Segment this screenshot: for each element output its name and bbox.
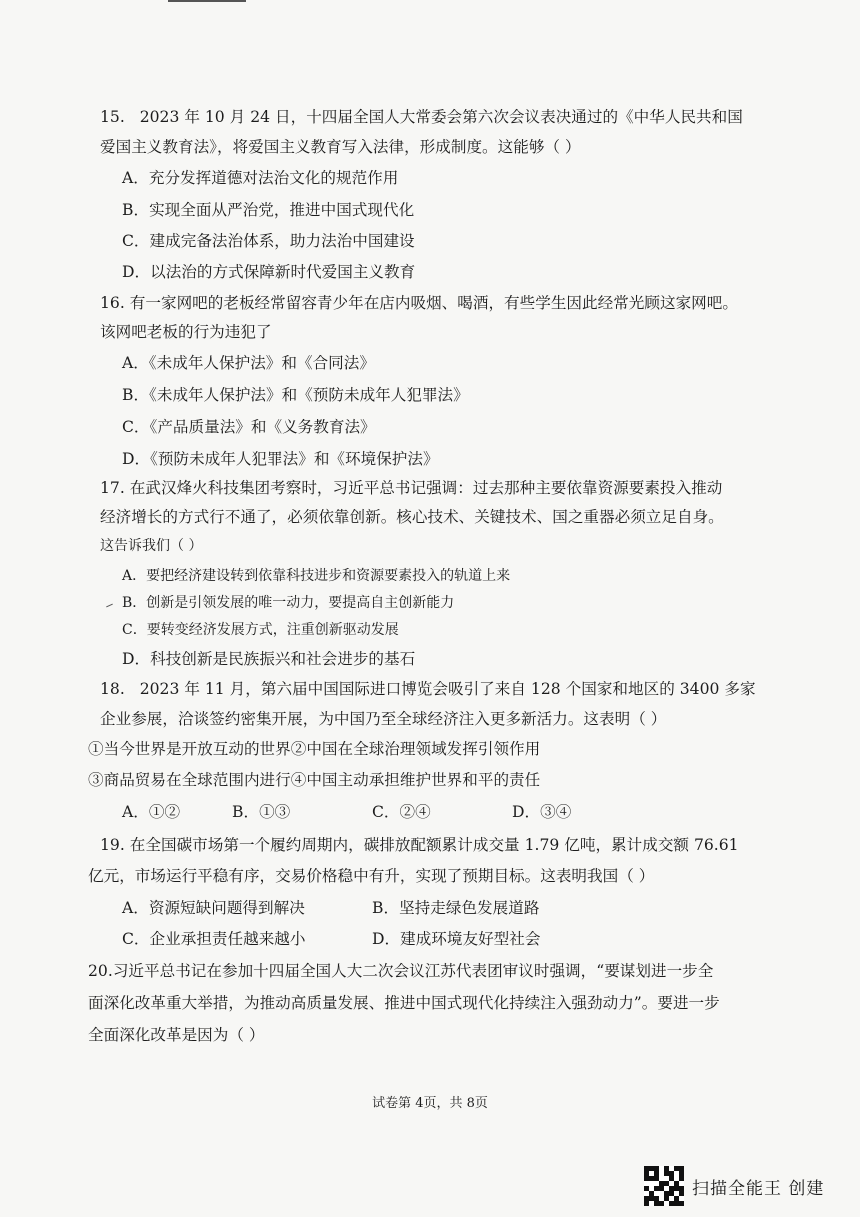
option-c: C．《产品质量法》和《义务教育法》 bbox=[122, 418, 376, 436]
option-a: A．要把经济建设转到依靠科技进步和资源要素投入的轨道上来 bbox=[122, 568, 511, 584]
question-number: 20. bbox=[88, 962, 113, 980]
question-stem-line: 企业参展，洽谈签约密集开展，为中国乃至全球经济注入更多新活力。这表明（ ） bbox=[100, 710, 667, 728]
question-stem-line: 习近平总书记在参加十四届全国人大二次会议江苏代表团审议时强调，“要谋划进一步全 bbox=[112, 962, 714, 980]
question-stem-line: 经济增长的方式行不通了，必须依靠创新。核心技术、关键技术、国之重器必须立足自身。 bbox=[100, 508, 724, 526]
option-d: D．《预防未成年人犯罪法》和《环境保护法》 bbox=[122, 450, 439, 468]
option-a: A．《未成年人保护法》和《合同法》 bbox=[122, 354, 375, 372]
statement-line: ①当今世界是开放互动的世界②中国在全球治理领域发挥引领作用 bbox=[88, 740, 541, 758]
statement-line: ③商品贸易在全球范围内进行④中国主动承担维护世界和平的责任 bbox=[88, 771, 541, 789]
question-number: 16. bbox=[100, 294, 125, 312]
watermark-text: 扫描全能王 创建 bbox=[692, 1178, 825, 1199]
question-stem-line: 在武汉烽火科技集团考察时，习近平总书记强调：过去那种主要依靠资源要素投入推动 bbox=[129, 479, 723, 497]
option-a: A．①② bbox=[122, 803, 181, 821]
question-stem-line: 这告诉我们（ ） bbox=[100, 538, 203, 554]
option-a: A．资源短缺问题得到解决 bbox=[122, 899, 305, 917]
option-d: D．③④ bbox=[512, 803, 572, 821]
option-c: C．②④ bbox=[372, 803, 431, 821]
scanner-watermark bbox=[644, 1166, 824, 1206]
question-stem-line: 面深化改革重大举措，为推动高质量发展、推进中国式现代化持续注入强劲动力”。要进一步 bbox=[88, 994, 720, 1012]
question-stem-line: 全面深化改革是因为（ ） bbox=[88, 1026, 265, 1044]
question-number: 15. bbox=[100, 108, 125, 126]
question-stem-line: 2023 年 11 月，第六届中国国际进口博览会吸引了来自 128 个国家和地区的 3400 多家 bbox=[139, 680, 756, 698]
question-stem-line: 2023 年 10 月 24 日，十四届全国人大常委会第六次会议表决通过的《中华人民共和国 bbox=[139, 108, 743, 126]
option-d: D．科技创新是民族振兴和社会进步的基石 bbox=[122, 650, 416, 668]
option-a: A．充分发挥道德对法治文化的规范作用 bbox=[122, 169, 399, 187]
option-b: B．①③ bbox=[232, 803, 291, 821]
option-b: B．创新是引领发展的唯一动力，要提高自主创新能力 bbox=[122, 595, 455, 611]
question-number: 17. bbox=[100, 479, 125, 497]
option-c: C．要转变经济发展方式，注重创新驱动发展 bbox=[122, 622, 399, 638]
question-stem-line: 在全国碳市场第一个履约周期内，碳排放配额累计成交量 1.79 亿吨，累计成交额 76.61 bbox=[129, 836, 739, 854]
question-number: 18. bbox=[100, 680, 125, 698]
option-d: D．建成环境友好型社会 bbox=[372, 930, 541, 948]
question-stem-line: 有一家网吧的老板经常留容青少年在店内吸烟、喝酒，有些学生因此经常光顾这家网吧。 bbox=[129, 294, 738, 312]
option-d: D．以法治的方式保障新时代爱国主义教育 bbox=[122, 263, 416, 281]
option-c: C．建成完备法治体系，助力法治中国建设 bbox=[122, 232, 415, 250]
option-b: B．实现全面从严治党，推进中国式现代化 bbox=[122, 201, 415, 219]
question-stem-line: 爱国主义教育法》，将爱国主义教育写入法律，形成制度。这能够（ ） bbox=[100, 138, 581, 156]
option-c: C．企业承担责任越来越小 bbox=[122, 930, 306, 948]
pen-mark bbox=[106, 604, 113, 608]
page-footer: 试卷第 4页，共 8页 bbox=[372, 1096, 488, 1111]
question-stem-line: 该网吧老板的行为违犯了 bbox=[100, 323, 272, 341]
question-stem-line: 亿元，市场运行平稳有序，交易价格稳中有升，实现了预期目标。这表明我国（ ） bbox=[88, 867, 655, 885]
option-b: B．坚持走绿色发展道路 bbox=[372, 899, 540, 917]
option-b: B．《未成年人保护法》和《预防未成年人犯罪法》 bbox=[122, 386, 469, 404]
qr-code-icon bbox=[644, 1166, 684, 1206]
top-edge-mark bbox=[168, 0, 246, 2]
question-number: 19. bbox=[100, 836, 125, 854]
